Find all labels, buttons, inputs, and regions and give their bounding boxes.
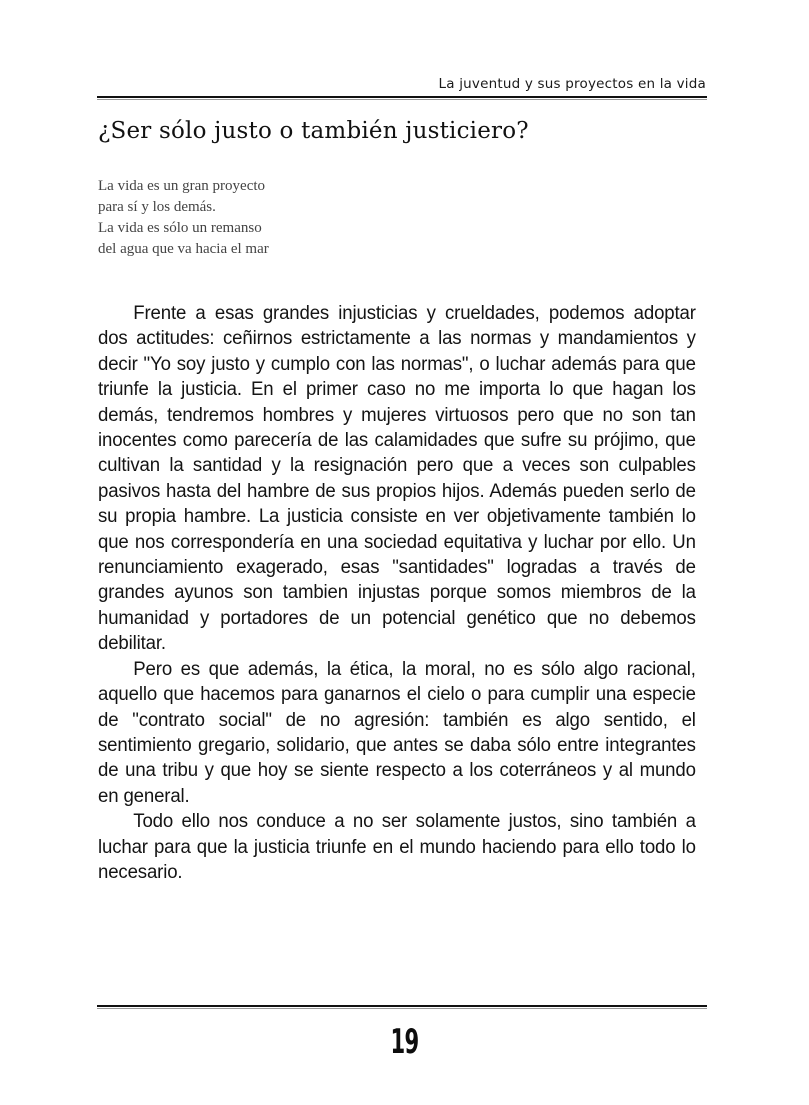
header-rule-thin (97, 99, 707, 100)
epigraph-line: La vida es un gran proyecto (98, 178, 266, 194)
paragraph: Frente a esas grandes injusticias y crueldades, podemos adoptar dos actitudes: ceñirnos estrictamente a las normas y mandamientos y decir "Yo soy justo y cumplo con las normas", o luchar además para que triunfe la justicia. En el primer caso no me importa lo que hagan los demás, tendremos hombres y mujeres virtuosos pero que no son tan inocentes como parecería de las calamidades que sufre su prójimo, que cultivan la santidad y la resignación pero que a veces son culpables pasivos hasta del hambre de sus propios hijos. Además pueden serlo de su propia hambre. La justicia consiste en ver objetivamente también lo que nos correspondería en una sociedad equitativa y luchar por ello. Un renunciamiento exagerado, esas "santidades" logradas a través de grandes ayunos son tambien injustas porque somos miembros de la humanidad y portadores de un potencial genético que no debemos debilitar. (98, 303, 696, 655)
running-header: La juventud y sus proyectos en la vida (438, 76, 706, 92)
header-rule (97, 96, 707, 98)
epigraph-line: La vida es sólo un remanso (98, 220, 262, 236)
chapter-title: ¿Ser sólo justo o también justiciero? (98, 118, 529, 144)
epigraph-line: del agua que va hacia el mar (98, 241, 269, 257)
page-number: 19 (390, 1022, 419, 1062)
body-text (98, 301, 696, 885)
epigraph (98, 176, 269, 260)
paragraph: Pero es que además, la ética, la moral, no es sólo algo racional, aquello que hacemos para ganarnos el cielo o para cumplir una especie de "contrato social" de no agresión: también es algo sentido, el sentimiento gregario, solidario, que antes se daba sólo entre integrantes de una tribu y que hoy se siente respecto a los coterráneos y al mundo en general. (98, 658, 696, 807)
footer-rule-thin (97, 1008, 707, 1009)
paragraph: Todo ello nos conduce a no ser solamente justos, sino también a luchar para que la justicia triunfe en el mundo haciendo para ello todo lo necesario. (98, 811, 696, 883)
epigraph-line: para sí y los demás. (98, 199, 216, 215)
footer-rule (97, 1005, 707, 1007)
